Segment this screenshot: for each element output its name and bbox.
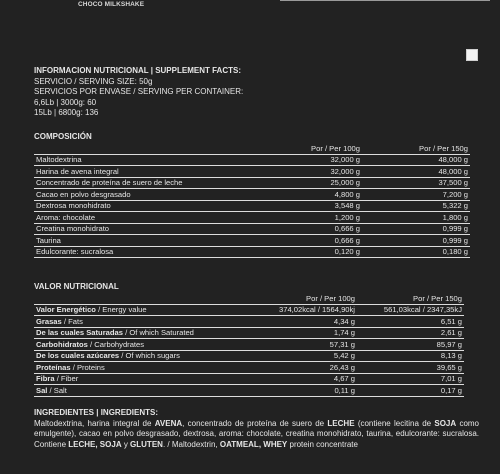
composition-col-150g: Por / Per 150g	[362, 143, 470, 154]
table-row	[34, 177, 470, 189]
table-row	[34, 235, 470, 247]
nutrition-header-row	[34, 293, 464, 304]
table-row	[34, 316, 464, 328]
value-100g: 25,000 g	[230, 177, 362, 189]
ingredient-name: Aroma: chocolate	[34, 212, 230, 224]
servings-line-2: 15Lb | 6800g: 136	[34, 108, 99, 118]
composition-title: COMPOSICIÓN	[34, 132, 92, 141]
nutrient-name: Grasas / Fats	[34, 316, 220, 328]
nutrient-name: Valor Energético / Energy value	[34, 304, 220, 316]
composition-col-100g: Por / Per 100g	[230, 143, 362, 154]
value-150g: 85,97 g	[357, 339, 464, 351]
table-row	[34, 327, 464, 339]
top-divider	[280, 0, 490, 1]
serving-size: SERVICIO / SERVING SIZE: 50g	[34, 76, 153, 86]
value-100g: 1,200 g	[230, 212, 362, 224]
composition-header-row	[34, 143, 470, 154]
table-row	[34, 166, 470, 178]
composition-table	[34, 143, 470, 258]
value-100g: 3,548 g	[230, 200, 362, 212]
value-150g: 561,03kcal / 2347,35kJ	[357, 304, 464, 316]
value-100g: 1,74 g	[220, 327, 357, 339]
value-100g: 4,34 g	[220, 316, 357, 328]
ingredient-name: Harina de avena integral	[34, 166, 230, 178]
table-row	[34, 304, 464, 316]
value-150g: 6,51 g	[357, 316, 464, 328]
table-row	[34, 339, 464, 351]
nutrition-table	[34, 293, 464, 397]
value-150g: 39,65 g	[357, 362, 464, 374]
value-150g: 0,999 g	[362, 235, 470, 247]
ingredient-name: Cacao en polvo desgrasado	[34, 189, 230, 201]
value-150g: 48,000 g	[362, 154, 470, 166]
nutrient-name: De las cuales Saturadas / Of which Saturated	[34, 327, 220, 339]
table-row	[34, 246, 470, 258]
ingredients-text: Maltodextrina, harina integral de AVENA, concentrado de proteína de suero de LECHE (contiene lecitina de SOJA como emulgente), cacao en polvo desgrasado, dextrosa, aroma: chocolate, creatina monohidrato, taurina, edulcorante: sucralosa. Contiene LECHE, SOJA y GLUTEN. / Maltodextrin, OATMEAL, WHEY protein concentrate	[34, 419, 480, 449]
nutrient-name: Carbohidratos / Carbohydrates	[34, 339, 220, 351]
supplement-facts-title: INFORMACION NUTRICIONAL | SUPPLEMENT FACTS:	[34, 66, 241, 75]
value-100g: 5,42 g	[220, 350, 357, 362]
checkbox[interactable]	[466, 49, 478, 61]
ingredient-name: Concentrado de proteína de suero de leche	[34, 177, 230, 189]
table-row	[34, 200, 470, 212]
servings-line-1: 6,6Lb | 3000g: 60	[34, 97, 97, 107]
nutrient-name: Fibra / Fiber	[34, 373, 220, 385]
ingredient-name: Dextrosa monohidrato	[34, 200, 230, 212]
value-100g: 0,666 g	[230, 235, 362, 247]
table-row	[34, 362, 464, 374]
table-row	[34, 385, 464, 397]
value-150g: 48,000 g	[362, 166, 470, 178]
value-100g: 4,67 g	[220, 373, 357, 385]
nutrition-col-100g: Por / Per 100g	[220, 293, 357, 304]
table-row	[34, 212, 470, 224]
value-100g: 0,666 g	[230, 223, 362, 235]
value-150g: 7,01 g	[357, 373, 464, 385]
value-100g: 32,000 g	[230, 166, 362, 178]
ingredient-name: Taurina	[34, 235, 230, 247]
nutrition-title: VALOR NUTRICIONAL	[34, 282, 119, 291]
value-150g: 0,180 g	[362, 246, 470, 258]
nutrient-name: De los cuales azúcares / Of which sugars	[34, 350, 220, 362]
value-100g: 374,02kcal / 1564,90kj	[220, 304, 357, 316]
nutrient-name: Proteínas / Proteins	[34, 362, 220, 374]
ingredient-name: Edulcorante: sucralosa	[34, 246, 230, 258]
ingredient-name: Maltodextrina	[34, 154, 230, 166]
ingredient-name: Creatina monohidrato	[34, 223, 230, 235]
product-name: CHOCO MILKSHAKE	[78, 1, 145, 8]
supplement-facts-block	[34, 66, 243, 119]
nutrition-col-150g: Por / Per 150g	[357, 293, 464, 304]
table-row	[34, 223, 470, 235]
value-150g: 1,800 g	[362, 212, 470, 224]
value-100g: 26,43 g	[220, 362, 357, 374]
value-150g: 2,61 g	[357, 327, 464, 339]
servings-label: SERVICIOS POR ENVASE / SERVING PER CONTAINER:	[34, 87, 244, 97]
value-150g: 8,13 g	[357, 350, 464, 362]
table-row	[34, 350, 464, 362]
value-150g: 5,322 g	[362, 200, 470, 212]
value-150g: 0,17 g	[357, 385, 464, 397]
table-row	[34, 373, 464, 385]
value-100g: 0,120 g	[230, 246, 362, 258]
nutrient-name: Sal / Salt	[34, 385, 220, 397]
value-100g: 32,000 g	[230, 154, 362, 166]
table-row	[34, 154, 470, 166]
value-100g: 57,31 g	[220, 339, 357, 351]
value-100g: 4,800 g	[230, 189, 362, 201]
value-100g: 0,11 g	[220, 385, 357, 397]
value-150g: 0,999 g	[362, 223, 470, 235]
value-150g: 7,200 g	[362, 189, 470, 201]
table-row	[34, 189, 470, 201]
value-150g: 37,500 g	[362, 177, 470, 189]
ingredients-title: INGREDIENTES | INGREDIENTS:	[34, 408, 159, 417]
